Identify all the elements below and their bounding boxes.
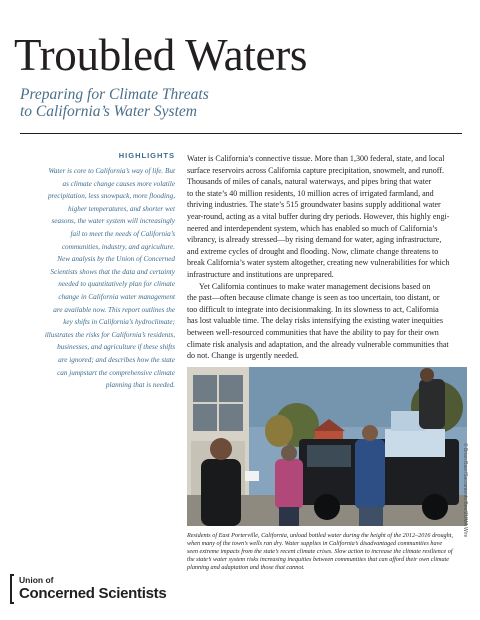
cover-photo (187, 367, 467, 526)
photo-credit: © Brian Baer/Sacramento Bee/ZUMA Wire (462, 443, 468, 538)
logo-bracket (10, 574, 14, 604)
report-subtitle: Preparing for Climate Threats to California’s Water System (20, 86, 209, 120)
photo-illustration (187, 367, 467, 526)
logo-line-1: Union of (19, 575, 54, 585)
report-title: Troubled Waters (14, 30, 308, 80)
highlights-sidebar (10, 151, 175, 392)
photo-caption: Residents of East Porterville, California, unload bottled water during the height of the 2012–2016 drought, when many of the town’s wells ran dry. Water supplies in California’s disadvantaged communities have seen extreme impacts from the state’s recent climate crises. Slow action to increase the climate resilience of the state’s water system risks increasing inequities between communities that can afford their own climate planning and adaptation and those that cannot. (187, 532, 453, 572)
body-text (187, 153, 467, 362)
title-divider (20, 133, 462, 134)
logo-line-2: Concerned Scientists (19, 585, 167, 602)
highlights-heading: HIGHLIGHTS (118, 151, 175, 160)
body-paragraph-2: Yet California continues to make water management decisions based on the past—often because climate change is seen as too uncertain, too distant, or too difficult to integrate into decisionmaking. In its slowness to act, California has lost valuable time. The delay risks intensifying the existing water inequities between well-resourced communities that have the ability to pay for their own climate risk analysis and adaptation, and the already vulnerable communities that do not. Change is urgently needed. (187, 281, 449, 361)
highlights-text: Water is core to California’s way of life. But as climate change causes more volatile precipitation, less snowpack, more flooding, higher temperatures, and shorter wet seasons, the water system will increasingly fail to meet the needs of California’s communities, industry, and agriculture. New analysis by the Union of Concerned Scientists shows that the data and certainty needed to quantitatively plan for climate change in California water management are available now. This report outlines the key shifts in California’s hydroclimate; illustrates the risks for California’s residents, businesses, and agriculture if these shifts are ignored; and describes how the state can jumpstart the comprehensive climate planning that is needed. (44, 167, 175, 390)
ucs-logo (10, 574, 180, 604)
body-paragraph-1: Water is California’s connective tissue. More than 1,300 federal, state, and local surface reservoirs across California capture precipitation, snowmelt, and runoff. Thousands of miles of canals, natural waterways, and pipes bring that water to the state’s 40 million residents, 10 million acres of irrigated farmland, and thriving industries. The state’s 515 groundwater basins supply additional water year-round, acting as a vital buffer during dry periods. However, this highly engi- neered and interdependent system, which has enabled so much of California’s vibrancy, is already stressed—by rising demand for water, aging infrastructure, and extreme cycles of drought and flooding. Now, climate change threatens to break California’s water system altogether, creating new vulnerabilities for which infrastructure and institutions are unprepared. (187, 154, 450, 279)
